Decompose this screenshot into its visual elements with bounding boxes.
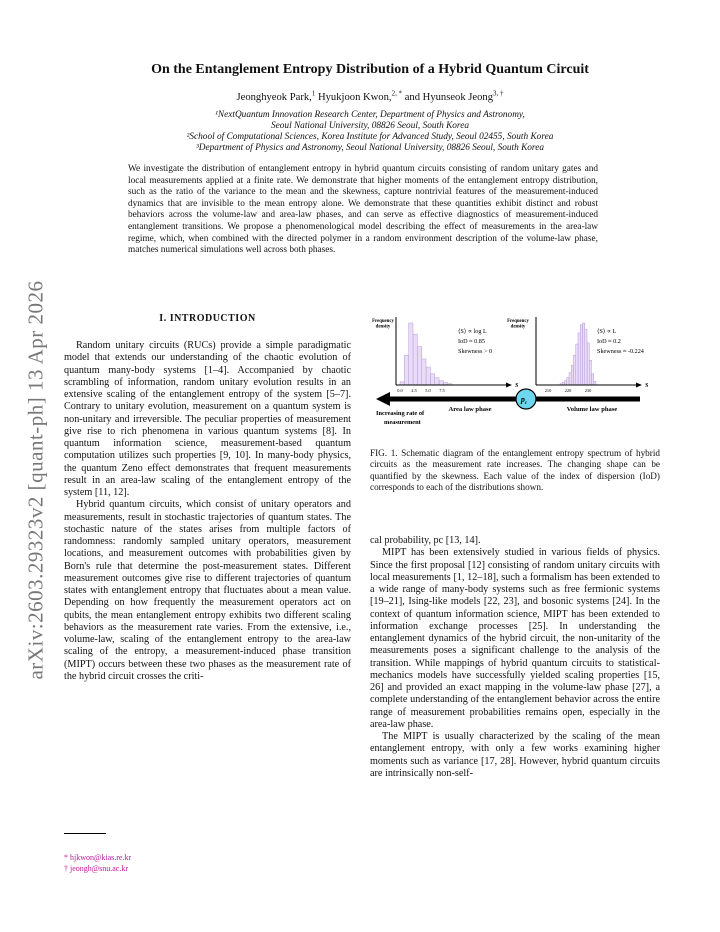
right-histogram-bar — [569, 373, 571, 385]
left-histogram-bar — [417, 347, 421, 385]
footnote: * hjkwon@kias.re.kr — [64, 853, 132, 862]
right-stat: IoD ≈ 0.2 — [597, 338, 621, 345]
left-xtick: 7.5 — [439, 388, 445, 393]
phase-arrow — [376, 389, 640, 426]
left-xtick: 0.0 — [397, 388, 403, 393]
email-link[interactable]: hjkwon@kias.re.kr — [70, 853, 132, 862]
left-histogram-bar — [409, 323, 413, 385]
left-ylabel: density — [375, 324, 391, 330]
affiliation-line: Seoul National University, 08826 Seoul, South Korea — [271, 121, 469, 131]
right-xtick: 230 — [584, 388, 592, 393]
right-xtick: 210 — [544, 388, 552, 393]
left-ylabel: Frequency — [372, 319, 394, 324]
right-histogram-bar — [565, 381, 567, 385]
author-2: Hyukjoon Kwon, — [317, 92, 392, 103]
figure-1 — [370, 313, 660, 433]
right-histogram-bar — [589, 360, 591, 385]
right-histogram-bar — [585, 329, 587, 385]
paragraph: The MIPT is usually characterized by the scaling of the mean entanglement entropy, with only a few works examining higher moments such as variance [17, 28]. However, hybrid quantum circuits are intrinsically non-self- — [370, 731, 660, 779]
pc-label: $p_c$ — [520, 395, 528, 406]
left-histogram-bar — [430, 374, 434, 385]
right-histogram-bar — [571, 365, 573, 385]
figure-1-diagram — [370, 313, 660, 433]
right-histogram-bar — [583, 323, 585, 385]
right-stat: Skewness ≈ -0.224 — [597, 348, 644, 355]
right-histogram-bar — [580, 325, 582, 385]
left-axis-arrowhead — [506, 383, 512, 388]
left-histogram-bar — [413, 334, 417, 385]
right-ylabel: Frequency — [507, 319, 529, 324]
paragraph: MIPT has been extensively studied in various fields of physics. Since the first proposal [12] consisting of random unitary circuits with local measurements [1, 12–18], such a formalism has been extended to a wide range of many-body systems such as free fermionic systems [19–21], Ising-like models [22, 23], and bosonic systems [24]. In the context of quantum information science, MIPT has been extended to information exchange processes [25]. In understanding the entanglement dynamics of the hybrid circuit, the non-unitarity of the measurements poses a significant challenge to the analysis of the transition. While mappings of hybrid quantum circuits to statistical-mechanics models have successfully yielded scaling properties [15, 26] and provided an exact mapping in the volume-law phase [27], a complete understanding of the entanglement behavior across the entire range of measurement probabilities remains open, especially in the area-law phase. — [370, 547, 660, 730]
author-3: and Hyunseok Jeong — [404, 92, 493, 103]
volume-law-label: Volume law phase — [566, 406, 618, 413]
left-histogram-bar — [439, 381, 443, 385]
left-column — [64, 340, 351, 683]
area-law-label: Area law phase — [448, 406, 492, 413]
right-histogram-bar — [578, 333, 580, 385]
abstract: We investigate the distribution of entanglement entropy in hybrid quantum circuits consisting of random unitary gates and local measurements applied at a finite rate. We demonstrate that higher moments of the entanglement entropy distribution, such as the ratio of the variance to the mean and the skewness, capture nontrivial features of the measurement-induced dynamics that are invisible to the mean entropy alone. We demonstrate that these quantities exhibit distinct and robust behaviors across the volume-law and area-law phases, and can serve as effective diagnostics of measurement-induced entanglement transitions. We propose a phenomenological model describing the effect of measurements in the area-law regime, which, when combined with the directed polymer in a random environment description of the volume-law phase, matches numerical simulations well across both phases. — [128, 164, 598, 256]
affiliation-line: ³Department of Physics and Astronomy, Seoul National University, 08826 Seoul, South Korea — [196, 143, 544, 153]
left-xtick: 2.5 — [411, 388, 417, 393]
right-histogram-bar — [592, 374, 594, 385]
left-histogram — [372, 317, 519, 393]
pc-circle — [516, 389, 536, 409]
paragraph: Hybrid quantum circuits, which consist of unitary operators and measurements, result in stochastic trajectories of quantum states. The stochastic nature of the states arises from multiple factors of randomness: randomly sampled unitary operators, measurement locations, and measurement outcomes with probabilities given by Born's rule that determine the post-measurement states. Different measurement outcomes give rise to different trajectories of quantum states with entanglement entropy that fluctuates about a mean value. Depending on how frequently the measurement operators act on qubits, the mean entanglement entropy exhibits two different scaling behaviors as the measurement rate varies. From the extensive, i.e., volume-law, scaling of the entanglement entropy to the area-law scaling of the entropy, a measurement-induced phase transition (MIPT) occurs between these two phases as the measurement rate of the hybrid circuit crosses the criti- — [64, 499, 351, 682]
affiliation-line: ¹NextQuantum Innovation Research Center, Department of Physics and Astronomy, — [215, 110, 525, 120]
left-histogram-bar — [404, 355, 408, 385]
right-stat: ⟨S⟩ ∝ L — [597, 328, 617, 335]
measurement-rate-arrow — [376, 392, 640, 406]
right-column — [370, 535, 660, 780]
author-1: Jeonghyeok Park, — [236, 92, 312, 103]
affiliation-line: ²School of Computational Sciences, Korea Institute for Advanced Study, Seoul 02455, South Korea — [186, 132, 554, 142]
left-stat: IoD ≈ 0.85 — [458, 338, 485, 345]
email-link[interactable]: jeongh@snu.ac.kr — [70, 864, 129, 873]
arrow-label: measurement — [384, 419, 421, 426]
left-histogram-bar — [422, 359, 426, 385]
right-histogram-bar — [587, 343, 589, 385]
figure-caption: FIG. 1. Schematic diagram of the entanglement entropy spectrum of hybrid circuits as the measurement rate increases. The changing shape can be quantified by the skewness. Each value of the index of dispersion (IoD) corresponds to each of the distributions shown. — [370, 448, 660, 493]
arxiv-id: arXiv:2603.29323v2 [quant-ph] 13 Apr 2026 — [23, 280, 48, 680]
paper-title: On the Entanglement Entropy Distribution of a Hybrid Quantum Circuit — [151, 62, 589, 77]
right-histogram-bar — [576, 344, 578, 385]
right-histogram — [507, 317, 649, 393]
footnotes — [64, 852, 131, 874]
section-heading: I. INTRODUCTION — [159, 313, 256, 324]
left-histogram-bar — [435, 378, 439, 385]
arrow-label: Increasing rate of — [376, 410, 425, 417]
paragraph: cal probability, pc [13, 14]. — [370, 535, 481, 546]
affiliations — [80, 110, 660, 154]
paragraph: Random unitary circuits (RUCs) provide a simple paradigmatic model that extends our understanding of the chaotic evolution of quantum many-body systems [1–4]. Accompanied by chaotic scrambling of information, random unitary evolution results in an extensive scaling of the entanglement entropy of the system [5–7]. Contrary to unitary evolution, measurement on a quantum system is non-unitary and irreversible. The peculiar properties of measurement give rise to rich phenomena in various quantum systems [8]. In quantum information science, measurement-based quantum computation utilizes such properties [9, 10]. In many-body physics, the quantum Zeno effect demonstrates that frequent measurements result in an area-law scaling of the entanglement entropy of the system [11, 12]. — [64, 340, 351, 498]
right-histogram-bar — [567, 378, 569, 385]
left-stat: ⟨S⟩ ∝ log L — [458, 328, 487, 335]
left-stat: Skewness > 0 — [458, 348, 493, 355]
right-xtick: 220 — [564, 388, 572, 393]
right-histogram-bar — [574, 355, 576, 385]
footnote-rule — [64, 833, 106, 834]
right-axis-arrowhead — [636, 383, 642, 388]
right-axis-symbol: S — [645, 383, 649, 389]
right-ylabel: density — [510, 324, 526, 330]
left-xtick: 5.0 — [425, 388, 431, 393]
left-axis-symbol: S — [515, 383, 519, 389]
author-list: Jeonghyeok Park,$^1$ Hyukjoon Kwon,$^{2, *}$ and Hyunseok Jeong$^{3, \dagger}$ — [236, 89, 504, 103]
right-histogram-bar — [594, 381, 596, 385]
footnote: † jeongh@snu.ac.kr — [64, 864, 129, 873]
arxiv-sidebar — [16, 250, 56, 710]
left-histogram-bar — [426, 367, 430, 385]
